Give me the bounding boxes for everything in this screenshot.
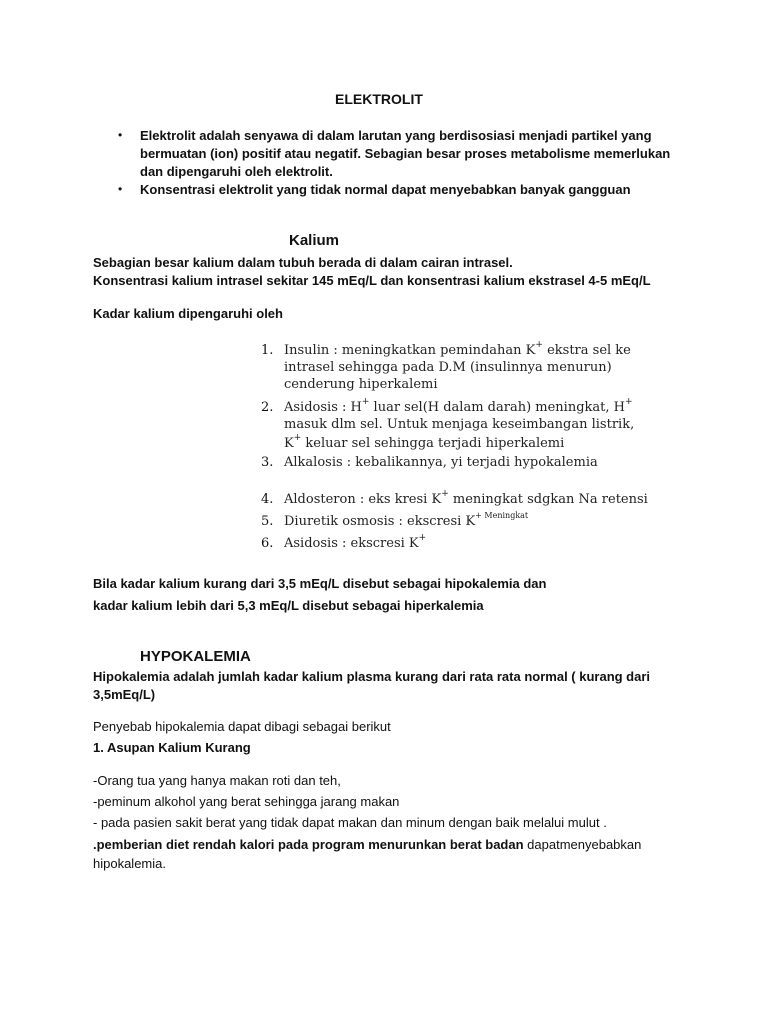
factor-3: Alkalosis : kebalikannya, yi terjadi hypokalemia	[284, 455, 598, 470]
kalium-influence-heading: Kadar kalium dipengaruhi oleh	[93, 306, 283, 321]
factor-number: 5.	[261, 514, 274, 529]
threshold-line-2: kadar kalium lebih dari 5,3 mEq/L disebut sebagai hiperkalemia	[93, 598, 484, 613]
threshold-line-1: Bila kadar kalium kurang dari 3,5 mEq/L disebut sebagai hipokalemia dan	[93, 576, 547, 591]
factor-6: Asidosis : ekscresi K+	[284, 532, 427, 551]
cause-item: -peminum alkohol yang berat sehingga jarang makan	[93, 794, 400, 809]
cause-item: - pada pasien sakit berat yang tidak dapat makan dan minum dengan baik melalui mulut .	[93, 815, 607, 830]
cause-1-heading: 1. Asupan Kalium Kurang	[93, 740, 251, 755]
factor-number: 2.	[261, 400, 274, 415]
factor-2: Asidosis : H+ luar sel(H dalam darah) meningkat, H+	[284, 396, 633, 415]
hypokalemia-definition-line-1: Hipokalemia adalah jumlah kadar kalium plasma kurang dari rata rata normal ( kurang dari	[93, 669, 651, 684]
bullet-icon: •	[118, 182, 123, 196]
cause-item: -Orang tua yang hanya makan roti dan teh,	[93, 773, 341, 788]
factor-1-line-3: cenderung hiperkalemi	[284, 377, 438, 392]
bullet-icon: •	[118, 128, 123, 142]
page-title: ELEKTROLIT	[335, 91, 423, 107]
factor-1-line-2: intrasel sehingga pada D.M (insulinnya menurun)	[284, 360, 612, 375]
factor-number: 4.	[261, 492, 274, 507]
factor-number: 6.	[261, 536, 274, 551]
kalium-line-2: Konsentrasi kalium intrasel sekitar 145 mEq/L dan konsentrasi kalium ekstrasel 4-5 mEq/L	[93, 273, 651, 288]
kalium-line-1: Sebagian besar kalium dalam tubuh berada di dalam cairan intrasel.	[93, 255, 513, 270]
factor-2-line-2: masuk dlm sel. Untuk menjaga keseimbangan listrik,	[284, 417, 635, 432]
cause-item: hipokalemia.	[93, 856, 166, 871]
factor-number: 3.	[261, 455, 274, 470]
intro-bullet-1: Elektrolit adalah senyawa di dalam larutan yang berdisosiasi menjadi partikel yang bermuatan (ion) positif atau negatif. Sebagian besar proses metabolisme memerlukan dan dipengaruhi oleh elektrolit.	[140, 128, 671, 179]
factor-4: Aldosteron : eks kresi K+ meningkat sdgkan Na retensi	[284, 488, 648, 507]
factor-5: Diuretik osmosis : ekscresi $K^{+ Meningkat}$	[284, 510, 529, 529]
hypokalemia-definition-line-2: 3,5mEq/L)	[93, 687, 156, 702]
cause-intro: Penyebab hipokalemia dapat dibagi sebagai berikut	[93, 719, 391, 734]
cause-item: .pemberian diet rendah kalori pada program menurunkan berat badan dapatmenyebabkan	[93, 837, 642, 852]
kalium-heading: Kalium	[289, 232, 340, 249]
hypokalemia-heading: HYPOKALEMIA	[140, 648, 251, 665]
intro-bullet-2: Konsentrasi elektrolit yang tidak normal dapat menyebabkan banyak gangguan	[140, 182, 631, 197]
factor-number: 1.	[261, 343, 274, 358]
factor-2-line-3: K+ keluar sel sehingga terjadi hiperkalemi	[284, 432, 565, 451]
factor-1: Insulin : meningkatkan pemindahan K+ ekstra sel ke	[284, 339, 631, 358]
